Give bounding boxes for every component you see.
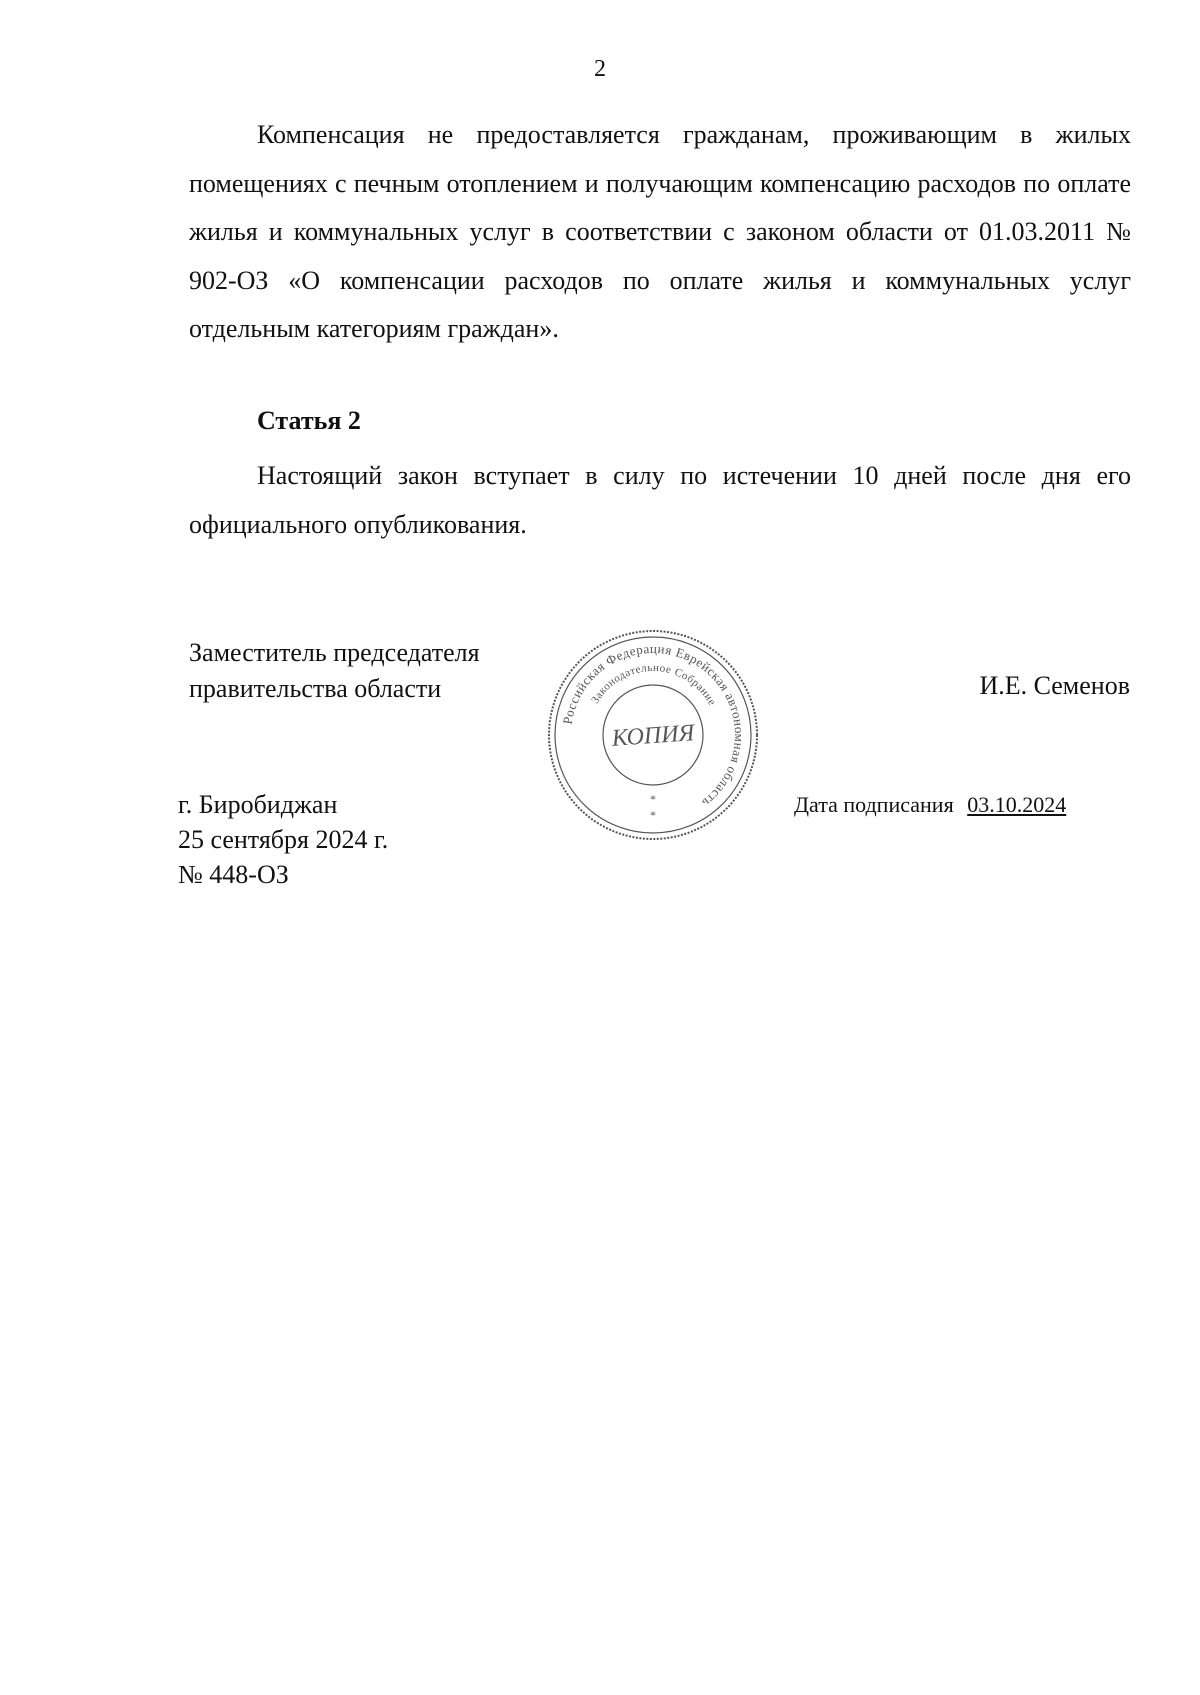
signer-position-line-2: правительства области: [189, 674, 442, 703]
signing-date-label: Дата подписания: [794, 792, 954, 817]
article-heading: Статья 2: [257, 406, 361, 435]
seal-star-icon-2: *: [650, 808, 656, 822]
official-seal: [543, 625, 763, 845]
place-city: г. Биробиджан: [178, 790, 338, 819]
place-block: [178, 787, 518, 892]
signing-date-block: [794, 791, 1066, 819]
seal-star-icon: *: [650, 792, 656, 806]
signer-position: [189, 635, 549, 707]
signer-position-line-1: Заместитель председателя: [189, 638, 480, 667]
seal-graphic: [543, 625, 763, 845]
signer-name: И.Е. Семенов: [979, 671, 1130, 700]
signing-date-value: 03.10.2024: [967, 792, 1067, 817]
paragraph-entry-into-force: Настоящий закон вступает в силу по истечении 10 дней после дня его официального опубликования.: [189, 461, 1131, 539]
seal-inner-text: Законодательное Собрание: [589, 661, 719, 708]
place-date: 25 сентября 2024 г.: [178, 825, 389, 854]
page-number: 2: [594, 56, 606, 82]
paragraph-compensation: Компенсация не предоставляется гражданам, проживающим в жилых помещениях с печным отоплением и получающим компенсацию расходов по оплате жилья и коммунальных услуг в соответствии с законом области от 01.03.2011 № 902-ОЗ «О компенсации расходов по оплате жилья и коммунальных услуг отдельным категориям граждан».: [189, 120, 1131, 343]
law-number: № 448-ОЗ: [178, 860, 289, 889]
seal-center-text: КОПИЯ: [610, 720, 696, 752]
seal-outer-text: Российская Федерация Еврейская автономная область: [559, 640, 748, 811]
